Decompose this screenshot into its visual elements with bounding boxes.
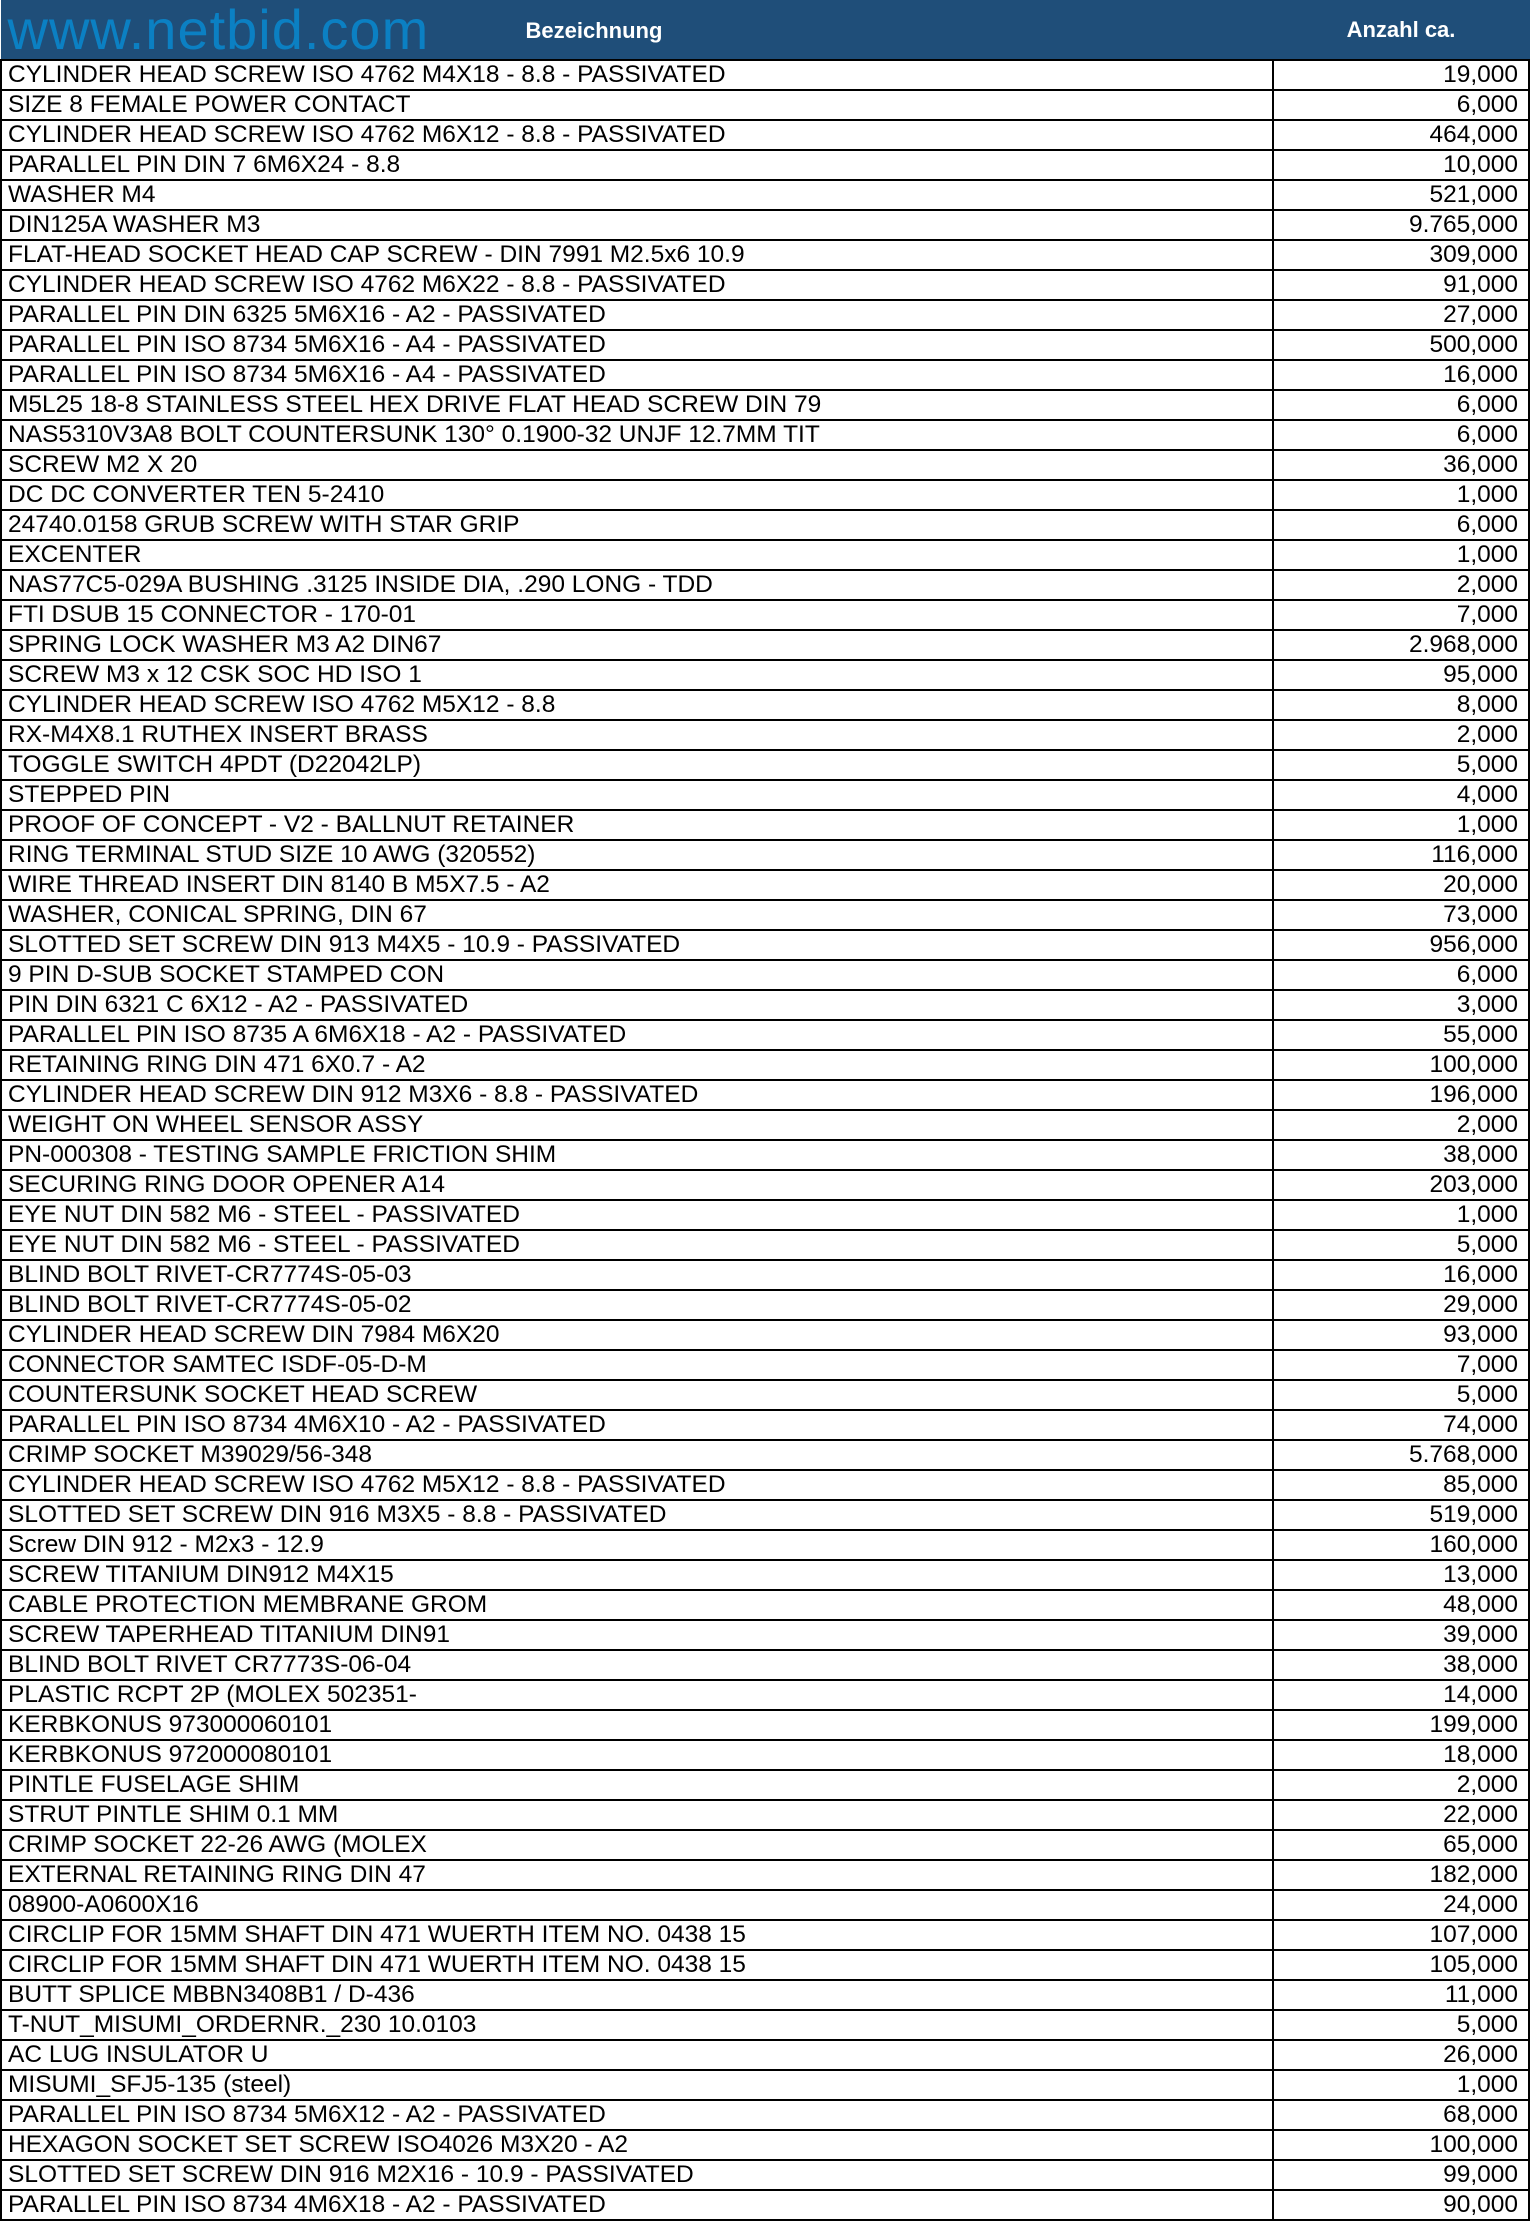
item-description: CYLINDER HEAD SCREW ISO 4762 M6X22 - 8.8 - PASSIVATED [1, 270, 1273, 300]
item-quantity: 11,000 [1273, 1980, 1529, 2010]
item-description: BLIND BOLT RIVET-CR7774S-05-03 [1, 1260, 1273, 1290]
item-quantity: 100,000 [1273, 2130, 1529, 2160]
item-description: SCREW TAPERHEAD TITANIUM DIN91 [1, 1620, 1273, 1650]
item-description: PARALLEL PIN ISO 8734 5M6X12 - A2 - PASSIVATED [1, 2100, 1273, 2130]
item-description: EXCENTER [1, 540, 1273, 570]
table-row [1, 720, 1529, 750]
table-row [1, 1080, 1529, 1110]
item-quantity: 19,000 [1273, 60, 1529, 90]
item-description: MISUMI_SFJ5-135 (steel) [1, 2070, 1273, 2100]
item-description: CONNECTOR SAMTEC ISDF-05-D-M [1, 1350, 1273, 1380]
item-description: FLAT-HEAD SOCKET HEAD CAP SCREW - DIN 7991 M2.5x6 10.9 [1, 240, 1273, 270]
item-quantity: 107,000 [1273, 1920, 1529, 1950]
item-quantity: 36,000 [1273, 450, 1529, 480]
item-description: CABLE PROTECTION MEMBRANE GROM [1, 1590, 1273, 1620]
item-quantity: 93,000 [1273, 1320, 1529, 1350]
description-column-header [1, 1, 1273, 61]
item-quantity: 16,000 [1273, 1260, 1529, 1290]
item-description: CYLINDER HEAD SCREW ISO 4762 M5X12 - 8.8 [1, 690, 1273, 720]
item-description: EYE NUT DIN 582 M6 - STEEL - PASSIVATED [1, 1200, 1273, 1230]
table-row [1, 2190, 1529, 2220]
table-row [1, 150, 1529, 180]
item-quantity: 1,000 [1273, 810, 1529, 840]
table-row [1, 1590, 1529, 1620]
item-description: CYLINDER HEAD SCREW ISO 4762 M6X12 - 8.8 - PASSIVATED [1, 120, 1273, 150]
table-row [1, 2040, 1529, 2070]
item-quantity: 16,000 [1273, 360, 1529, 390]
quantity-column-header: Anzahl ca. [1273, 1, 1529, 61]
item-description: PROOF OF CONCEPT - V2 - BALLNUT RETAINER [1, 810, 1273, 840]
item-quantity: 27,000 [1273, 300, 1529, 330]
item-quantity: 18,000 [1273, 1740, 1529, 1770]
item-description: BUTT SPLICE MBBN3408B1 / D-436 [1, 1980, 1273, 2010]
item-description: STEPPED PIN [1, 780, 1273, 810]
table-row [1, 1290, 1529, 1320]
table-row [1, 450, 1529, 480]
table-row [1, 2010, 1529, 2040]
item-description: PARALLEL PIN DIN 7 6M6X24 - 8.8 [1, 150, 1273, 180]
item-description: HEXAGON SOCKET SET SCREW ISO4026 M3X20 - A2 [1, 2130, 1273, 2160]
table-row [1, 990, 1529, 1020]
item-quantity: 6,000 [1273, 420, 1529, 450]
item-quantity: 203,000 [1273, 1170, 1529, 1200]
item-description: KERBKONUS 973000060101 [1, 1710, 1273, 1740]
table-row [1, 1500, 1529, 1530]
item-description: PN-000308 - TESTING SAMPLE FRICTION SHIM [1, 1140, 1273, 1170]
item-description: SCREW M2 X 20 [1, 450, 1273, 480]
item-description: CRIMP SOCKET M39029/56-348 [1, 1440, 1273, 1470]
table-row [1, 810, 1529, 840]
table-row [1, 600, 1529, 630]
table-row [1, 1380, 1529, 1410]
item-quantity: 182,000 [1273, 1860, 1529, 1890]
item-description: SECURING RING DOOR OPENER A14 [1, 1170, 1273, 1200]
item-description: RX-M4X8.1 RUTHEX INSERT BRASS [1, 720, 1273, 750]
item-quantity: 5,000 [1273, 750, 1529, 780]
table-row [1, 1200, 1529, 1230]
table-row [1, 60, 1529, 90]
item-description: DIN125A WASHER M3 [1, 210, 1273, 240]
item-description: NAS77C5-029A BUSHING .3125 INSIDE DIA, .290 LONG - TDD [1, 570, 1273, 600]
item-description: PARALLEL PIN DIN 6325 5M6X16 - A2 - PASSIVATED [1, 300, 1273, 330]
watermark: www.netbid.com [7, 0, 430, 61]
table-row [1, 1920, 1529, 1950]
item-description: AC LUG INSULATOR U [1, 2040, 1273, 2070]
item-quantity: 38,000 [1273, 1140, 1529, 1170]
item-quantity: 519,000 [1273, 1500, 1529, 1530]
item-quantity: 48,000 [1273, 1590, 1529, 1620]
table-row [1, 1800, 1529, 1830]
table-row [1, 1890, 1529, 1920]
table-row [1, 180, 1529, 210]
table-row [1, 1050, 1529, 1080]
table-body [1, 60, 1529, 2220]
table-row [1, 270, 1529, 300]
item-quantity: 5,000 [1273, 1230, 1529, 1260]
table-row [1, 2130, 1529, 2160]
item-quantity: 65,000 [1273, 1830, 1529, 1860]
item-quantity: 14,000 [1273, 1680, 1529, 1710]
item-quantity: 4,000 [1273, 780, 1529, 810]
table-row [1, 1410, 1529, 1440]
item-quantity: 13,000 [1273, 1560, 1529, 1590]
table-row [1, 1350, 1529, 1380]
item-quantity: 9.765,000 [1273, 210, 1529, 240]
item-description: SPRING LOCK WASHER M3 A2 DIN67 [1, 630, 1273, 660]
item-quantity: 1,000 [1273, 540, 1529, 570]
item-description: SLOTTED SET SCREW DIN 916 M3X5 - 8.8 - PASSIVATED [1, 1500, 1273, 1530]
item-quantity: 90,000 [1273, 2190, 1529, 2220]
table-row [1, 1650, 1529, 1680]
item-quantity: 91,000 [1273, 270, 1529, 300]
table-row [1, 630, 1529, 660]
item-quantity: 8,000 [1273, 690, 1529, 720]
table-row [1, 480, 1529, 510]
item-quantity: 74,000 [1273, 1410, 1529, 1440]
item-quantity: 521,000 [1273, 180, 1529, 210]
item-description: CYLINDER HEAD SCREW DIN 912 M3X6 - 8.8 - PASSIVATED [1, 1080, 1273, 1110]
table-row [1, 900, 1529, 930]
item-quantity: 100,000 [1273, 1050, 1529, 1080]
table-row [1, 1110, 1529, 1140]
table-row [1, 1020, 1529, 1050]
table-row [1, 90, 1529, 120]
item-description: 9 PIN D-SUB SOCKET STAMPED CON [1, 960, 1273, 990]
item-description: 08900-A0600X16 [1, 1890, 1273, 1920]
table-row [1, 1830, 1529, 1860]
item-quantity: 2,000 [1273, 720, 1529, 750]
table-row [1, 2070, 1529, 2100]
table-row [1, 570, 1529, 600]
table-row [1, 1710, 1529, 1740]
item-quantity: 5.768,000 [1273, 1440, 1529, 1470]
item-quantity: 73,000 [1273, 900, 1529, 930]
item-quantity: 956,000 [1273, 930, 1529, 960]
table-row [1, 1680, 1529, 1710]
table-row [1, 780, 1529, 810]
item-quantity: 5,000 [1273, 2010, 1529, 2040]
item-description: M5L25 18-8 STAINLESS STEEL HEX DRIVE FLAT HEAD SCREW DIN 79 [1, 390, 1273, 420]
item-quantity: 99,000 [1273, 2160, 1529, 2190]
table-row [1, 840, 1529, 870]
table-row [1, 1260, 1529, 1290]
item-quantity: 1,000 [1273, 1200, 1529, 1230]
table-row [1, 930, 1529, 960]
item-quantity: 85,000 [1273, 1470, 1529, 1500]
item-quantity: 68,000 [1273, 2100, 1529, 2130]
item-description: PINTLE FUSELAGE SHIM [1, 1770, 1273, 1800]
item-quantity: 95,000 [1273, 660, 1529, 690]
table-row [1, 1980, 1529, 2010]
item-quantity: 7,000 [1273, 1350, 1529, 1380]
table-row [1, 1440, 1529, 1470]
item-description: PLASTIC RCPT 2P (MOLEX 502351- [1, 1680, 1273, 1710]
item-quantity: 2,000 [1273, 570, 1529, 600]
item-description: RETAINING RING DIN 471 6X0.7 - A2 [1, 1050, 1273, 1080]
table-row [1, 1560, 1529, 1590]
item-quantity: 116,000 [1273, 840, 1529, 870]
item-description: KERBKONUS 972000080101 [1, 1740, 1273, 1770]
table-row [1, 420, 1529, 450]
item-description: BLIND BOLT RIVET CR7773S-06-04 [1, 1650, 1273, 1680]
item-quantity: 2,000 [1273, 1110, 1529, 1140]
item-description: EXTERNAL RETAINING RING DIN 47 [1, 1860, 1273, 1890]
table-row [1, 540, 1529, 570]
item-quantity: 464,000 [1273, 120, 1529, 150]
item-description: WASHER, CONICAL SPRING, DIN 67 [1, 900, 1273, 930]
item-description: FTI DSUB 15 CONNECTOR - 170-01 [1, 600, 1273, 630]
table-row [1, 330, 1529, 360]
item-description: T-NUT_MISUMI_ORDERNR._230 10.0103 [1, 2010, 1273, 2040]
item-description: SLOTTED SET SCREW DIN 913 M4X5 - 10.9 - PASSIVATED [1, 930, 1273, 960]
item-description: EYE NUT DIN 582 M6 - STEEL - PASSIVATED [1, 1230, 1273, 1260]
table-row [1, 1140, 1529, 1170]
item-quantity: 22,000 [1273, 1800, 1529, 1830]
item-description: 24740.0158 GRUB SCREW WITH STAR GRIP [1, 510, 1273, 540]
item-description: CYLINDER HEAD SCREW ISO 4762 M5X12 - 8.8 - PASSIVATED [1, 1470, 1273, 1500]
table-row [1, 240, 1529, 270]
table-row [1, 1770, 1529, 1800]
item-description: SCREW TITANIUM DIN912 M4X15 [1, 1560, 1273, 1590]
table-row [1, 1950, 1529, 1980]
table-row [1, 120, 1529, 150]
item-description: PIN DIN 6321 C 6X12 - A2 - PASSIVATED [1, 990, 1273, 1020]
item-description: PARALLEL PIN ISO 8735 A 6M6X18 - A2 - PASSIVATED [1, 1020, 1273, 1050]
item-description: PARALLEL PIN ISO 8734 5M6X16 - A4 - PASSIVATED [1, 360, 1273, 390]
item-description: SIZE 8 FEMALE POWER CONTACT [1, 90, 1273, 120]
item-description: SCREW M3 x 12 CSK SOC HD ISO 1 [1, 660, 1273, 690]
item-description: PARALLEL PIN ISO 8734 4M6X18 - A2 - PASSIVATED [1, 2190, 1273, 2220]
item-description: TOGGLE SWITCH 4PDT (D22042LP) [1, 750, 1273, 780]
item-quantity: 24,000 [1273, 1890, 1529, 1920]
item-quantity: 105,000 [1273, 1950, 1529, 1980]
table-row [1, 360, 1529, 390]
item-quantity: 1,000 [1273, 2070, 1529, 2100]
item-quantity: 309,000 [1273, 240, 1529, 270]
table-row [1, 1620, 1529, 1650]
item-description: STRUT PINTLE SHIM 0.1 MM [1, 1800, 1273, 1830]
description-header-label: Bezeichnung [525, 18, 663, 43]
item-description: WASHER M4 [1, 180, 1273, 210]
item-quantity: 10,000 [1273, 150, 1529, 180]
item-quantity: 7,000 [1273, 600, 1529, 630]
table-row [1, 870, 1529, 900]
item-quantity: 38,000 [1273, 1650, 1529, 1680]
item-description: WIRE THREAD INSERT DIN 8140 B M5X7.5 - A2 [1, 870, 1273, 900]
item-description: WEIGHT ON WHEEL SENSOR ASSY [1, 1110, 1273, 1140]
table-row [1, 960, 1529, 990]
table-header [1, 1, 1529, 61]
table-row [1, 660, 1529, 690]
table-row [1, 2160, 1529, 2190]
table-row [1, 300, 1529, 330]
item-quantity: 6,000 [1273, 510, 1529, 540]
item-description: PARALLEL PIN ISO 8734 4M6X10 - A2 - PASSIVATED [1, 1410, 1273, 1440]
table-row [1, 750, 1529, 780]
table-row [1, 510, 1529, 540]
item-quantity: 3,000 [1273, 990, 1529, 1020]
item-description: CIRCLIP FOR 15MM SHAFT DIN 471 WUERTH ITEM NO. 0438 15 [1, 1920, 1273, 1950]
item-description: RING TERMINAL STUD SIZE 10 AWG (320552) [1, 840, 1273, 870]
item-quantity: 199,000 [1273, 1710, 1529, 1740]
item-quantity: 20,000 [1273, 870, 1529, 900]
item-quantity: 196,000 [1273, 1080, 1529, 1110]
table-row [1, 1530, 1529, 1560]
table-row [1, 1740, 1529, 1770]
item-description: Screw DIN 912 - M2x3 - 12.9 [1, 1530, 1273, 1560]
item-quantity: 1,000 [1273, 480, 1529, 510]
item-description: CYLINDER HEAD SCREW ISO 4762 M4X18 - 8.8 - PASSIVATED [1, 60, 1273, 90]
table-row [1, 1470, 1529, 1500]
header-row [1, 1, 1529, 61]
table-row [1, 1860, 1529, 1890]
item-quantity: 2,000 [1273, 1770, 1529, 1800]
item-quantity: 29,000 [1273, 1290, 1529, 1320]
table-row [1, 690, 1529, 720]
item-quantity: 6,000 [1273, 390, 1529, 420]
item-quantity: 26,000 [1273, 2040, 1529, 2070]
table-row [1, 390, 1529, 420]
table-row [1, 1320, 1529, 1350]
item-quantity: 500,000 [1273, 330, 1529, 360]
item-description: CRIMP SOCKET 22-26 AWG (MOLEX [1, 1830, 1273, 1860]
item-description: NAS5310V3A8 BOLT COUNTERSUNK 130° 0.1900-32 UNJF 12.7MM TIT [1, 420, 1273, 450]
item-quantity: 55,000 [1273, 1020, 1529, 1050]
item-quantity: 2.968,000 [1273, 630, 1529, 660]
item-description: SLOTTED SET SCREW DIN 916 M2X16 - 10.9 - PASSIVATED [1, 2160, 1273, 2190]
table-row [1, 1170, 1529, 1200]
item-quantity: 6,000 [1273, 90, 1529, 120]
table-row [1, 210, 1529, 240]
table-row [1, 1230, 1529, 1260]
item-description: BLIND BOLT RIVET-CR7774S-05-02 [1, 1290, 1273, 1320]
item-quantity: 5,000 [1273, 1380, 1529, 1410]
item-description: COUNTERSUNK SOCKET HEAD SCREW [1, 1380, 1273, 1410]
item-description: CIRCLIP FOR 15MM SHAFT DIN 471 WUERTH ITEM NO. 0438 15 [1, 1950, 1273, 1980]
item-quantity: 6,000 [1273, 960, 1529, 990]
item-quantity: 160,000 [1273, 1530, 1529, 1560]
table-row [1, 2100, 1529, 2130]
item-description: CYLINDER HEAD SCREW DIN 7984 M6X20 [1, 1320, 1273, 1350]
item-description: DC DC CONVERTER TEN 5-2410 [1, 480, 1273, 510]
item-quantity: 39,000 [1273, 1620, 1529, 1650]
item-description: PARALLEL PIN ISO 8734 5M6X16 - A4 - PASSIVATED [1, 330, 1273, 360]
